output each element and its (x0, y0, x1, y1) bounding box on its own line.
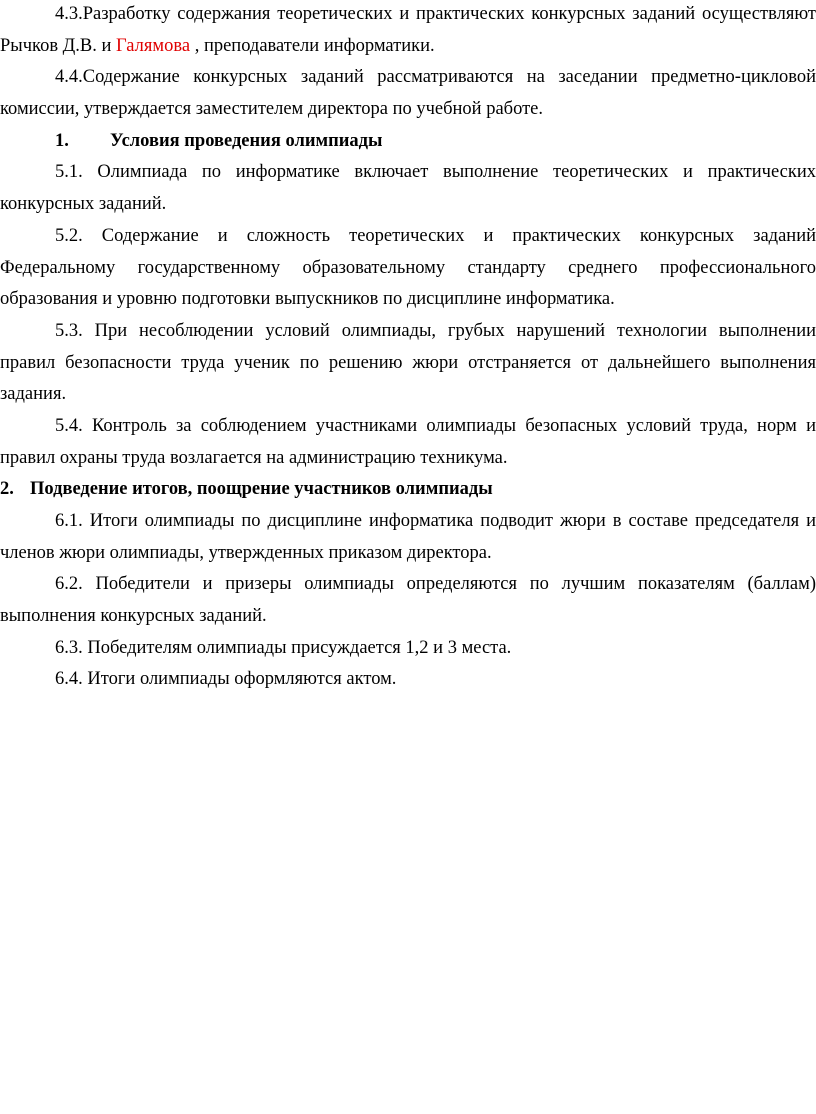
text-line: 4.4.Содержание конкурсных заданий рассматриваются на заседании предметно-цикловой (55, 67, 816, 88)
text-span: Рычков Д.В. и (0, 35, 117, 56)
paragraph-5-2 (0, 221, 816, 316)
section-heading-2 (0, 474, 816, 506)
text-line: членов жюри олимпиады, утвержденных приказом директора. (0, 542, 492, 563)
text-line: комиссии, утверждается заместителем директора по учебной работе. (0, 99, 544, 120)
text-line (0, 31, 816, 63)
text-line: правил безопасности труда ученик по решению жюри отстраняется от дальнейшего выполнения (0, 352, 816, 373)
text-line: 6.2. Победители и призеры олимпиады определяются по лучшим показателям (баллам) (55, 574, 816, 595)
heading-number: 1. (55, 130, 69, 151)
heading-title: Подведение итогов, поощрение участников олимпиады (30, 479, 493, 500)
paragraph-5-4 (0, 411, 816, 474)
text-line: правил охраны труда возлагается на администрацию техникума. (0, 447, 508, 468)
heading-number: 2. (0, 479, 14, 500)
highlighted-name: Галямова (116, 35, 191, 56)
paragraph-6-4: 6.4. Итоги олимпиады оформляются актом. (55, 669, 397, 690)
text-line: конкурсных заданий. (0, 194, 167, 215)
text-span: , преподаватели информатики. (190, 35, 435, 56)
text-line: Федеральному государственному образовательному стандарту среднего профессионального (0, 257, 816, 278)
paragraph-5-3 (0, 316, 816, 411)
text-line: 5.1. Олимпиада по информатике включает выполнение теоретических и практических (55, 162, 816, 183)
text-line: 5.2. Содержание и сложность теоретических и практических конкурсных заданий (55, 225, 816, 246)
text-line: 5.4. Контроль за соблюдением участниками олимпиады безопасных условий труда, норм и (55, 415, 816, 436)
paragraph-6-1 (0, 506, 816, 569)
text-line: 4.3.Разработку содержания теоретических и практических конкурсных заданий осуществляют (55, 4, 816, 24)
paragraph-5-1 (0, 157, 816, 220)
text-line: образования и уровню подготовки выпускников по дисциплине информатика. (0, 289, 615, 310)
text-line: задания. (0, 384, 67, 405)
paragraph-6-3: 6.3. Победителям олимпиады присуждается 1,2 и 3 места. (55, 637, 512, 658)
text-line: 6.1. Итоги олимпиады по дисциплине информатика подводит жюри в составе председателя и (55, 511, 816, 531)
section-heading-1 (0, 126, 816, 158)
text-line: выполнения конкурсных заданий. (0, 606, 267, 627)
heading-title: Условия проведения олимпиады (110, 130, 383, 151)
paragraph-4-3 (0, 0, 816, 62)
paragraph-4-4 (0, 62, 816, 125)
text-line: 5.3. При несоблюдении условий олимпиады, грубых нарушений технологии выполнении (55, 320, 816, 341)
paragraph-6-2 (0, 569, 816, 632)
